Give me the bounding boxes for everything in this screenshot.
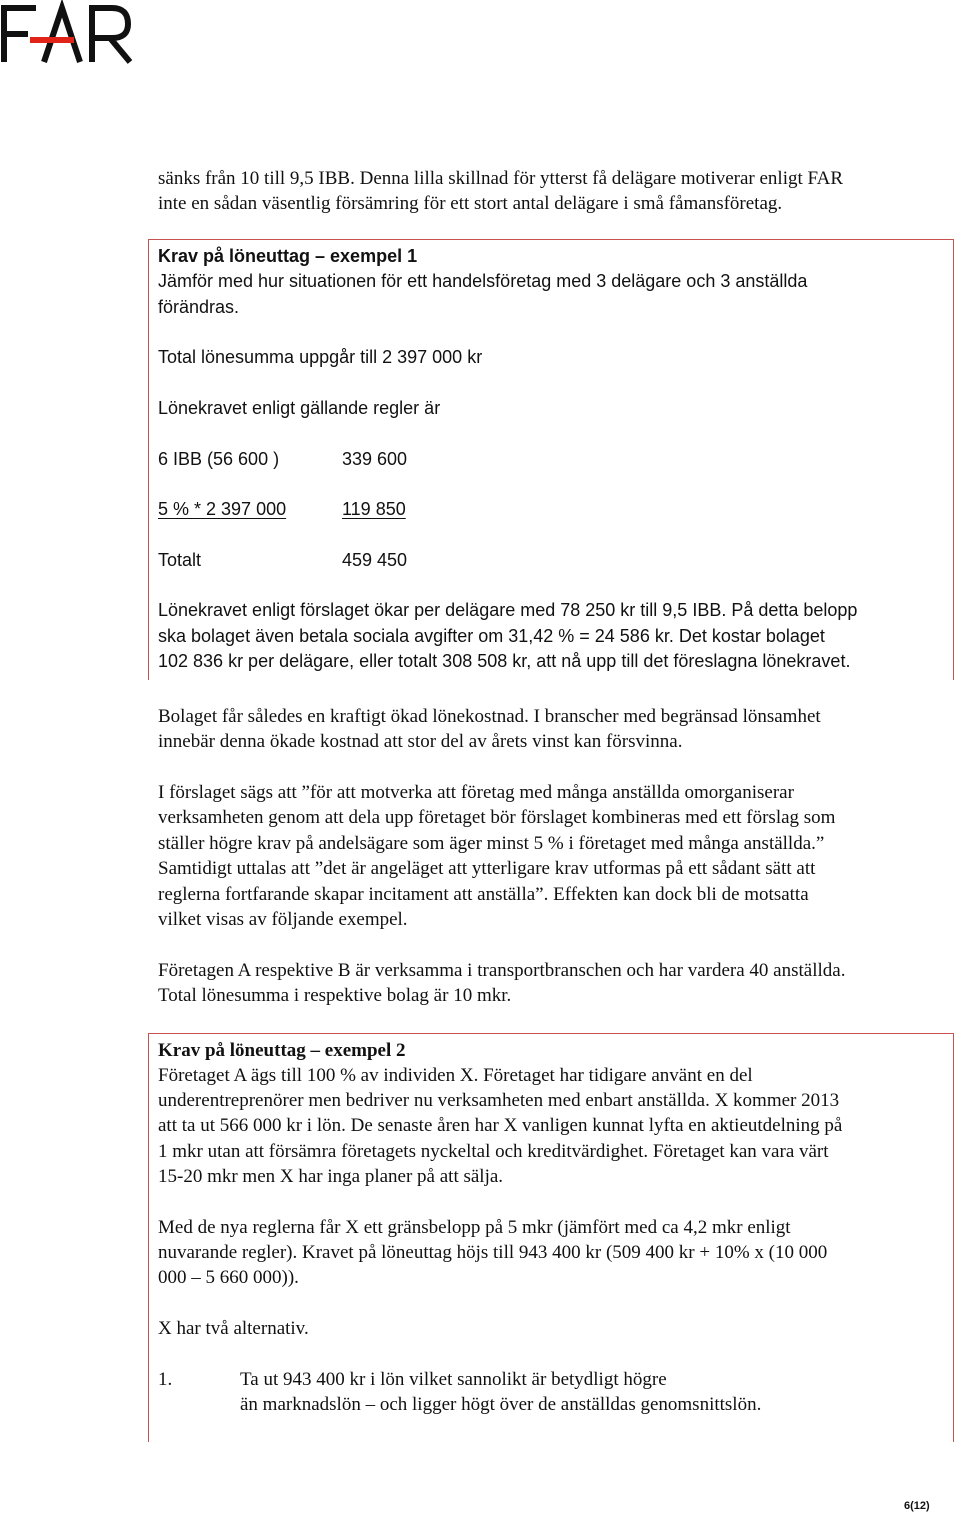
companies-line-2: Total lönesumma i respektive bolag är 10 mkr. [158, 985, 512, 1006]
intro-line-2: inte en sådan väsentlig försämring för ett stort antal delägare i små fåmansföretag. [158, 193, 783, 214]
calc-label: Totalt [158, 550, 202, 570]
example-2-intro-5: 15-20 mkr men X har inga planer på att sälja. [158, 1166, 504, 1187]
cost-line-2: innebär denna ökade kostnad att stor del av årets vinst kan försvinna. [158, 731, 683, 752]
proposal-line-6: vilket visas av följande exempel. [158, 909, 408, 930]
example-1-result-1: Lönekravet enligt förslaget ökar per delägare med 78 250 kr till 9,5 IBB. På detta belopp [158, 600, 858, 620]
new-rules-line-2: nuvarande regler). Kravet på löneuttag höjs till 943 400 kr (509 400 kr + 10% x (10 000 [158, 1242, 828, 1263]
requirement-intro: Lönekravet enligt gällande regler är [158, 398, 441, 418]
calc-label: 5 % * 2 397 000 [158, 499, 287, 519]
example-1-result-3: 102 836 kr per delägare, eller totalt 308 508 kr, att nå upp till det föreslagna lönekravet. [158, 651, 851, 671]
new-rules-line-1: Med de nya reglerna får X ett gränsbelopp på 5 mkr (jämfört med ca 4,2 mkr enligt [158, 1217, 791, 1238]
proposal-line-1: I förslaget sägs att ”för att motverka att företag med många anställda omorganiserar [158, 782, 794, 803]
intro-line-1: sänks från 10 till 9,5 IBB. Denna lilla skillnad för ytterst få delägare motiverar enligt FAR [158, 168, 844, 189]
calc-value-total: 459 450 [342, 550, 408, 570]
cost-line-1: Bolaget får således en kraftigt ökad lönekostnad. I branscher med begränsad lönsamhet [158, 706, 821, 727]
alternatives-intro: X har två alternativ. [158, 1318, 309, 1339]
example-2-intro-3: att ta ut 566 000 kr i lön. De senaste åren har X vanligen kunnat lyfta en aktieutdelning på [158, 1115, 843, 1136]
example-2-heading: Krav på löneuttag – exempel 2 [158, 1040, 406, 1061]
proposal-line-3: ställer högre krav på andelsägare som äger minst 5 % i företaget med många anställda.” [158, 833, 825, 854]
example-2-intro-2: underentreprenörer men bedriver nu verksamheten med enbart anställda. X kommer 2013 [158, 1090, 840, 1111]
calc-value-ibb: 339 600 [342, 449, 408, 469]
example-1-intro-2: förändras. [158, 297, 240, 317]
calc-row-percent [158, 497, 286, 523]
example-1-result-2: ska bolaget även betala sociala avgifter om 31,42 % = 24 586 kr. Det kostar bolaget [158, 626, 825, 646]
alternative-1-line-1: Ta ut 943 400 kr i lön vilket sannolikt är betydligt högre [240, 1369, 667, 1390]
example-2-intro-1: Företaget A ägs till 100 % av individen X. Företaget har tidigare använt en del [158, 1065, 753, 1086]
calc-value-percent: 119 850 [342, 499, 406, 519]
total-salary: Total lönesumma uppgår till 2 397 000 kr [158, 347, 483, 367]
alternative-1-number: 1. [158, 1369, 173, 1390]
proposal-line-2: verksamheten genom att dela upp företaget bör förslaget kombineras med ett förslag som [158, 807, 836, 828]
calc-row-total [158, 548, 201, 574]
example-1-intro-1: Jämför med hur situationen för ett handelsföretag med 3 delägare och 3 anställda [158, 271, 808, 291]
proposal-line-4: Samtidigt uttalas att ”det är angeläget att ytterligare krav utformas på ett sådant sätt att [158, 858, 816, 879]
alternative-1-line-2: än marknadslön – och ligger högt över de anställdas genomsnittslön. [240, 1394, 762, 1415]
calc-label: 6 IBB (56 600 ) [158, 449, 280, 469]
new-rules-line-3: 000 – 5 660 000)). [158, 1267, 299, 1288]
example-2-intro-4: 1 mkr utan att försämra företagets nyckeltal och kreditvärdighet. Företaget kan vara värt [158, 1141, 829, 1162]
calc-row-ibb [158, 447, 279, 473]
far-logo [0, 0, 134, 72]
proposal-line-5: reglerna fortfarande skapar incitament att anställa”. Effekten kan dock bli de motsatta [158, 884, 809, 905]
example-1-heading: Krav på löneuttag – exempel 1 [158, 246, 418, 266]
page-number: 6(12) [904, 1500, 930, 1512]
companies-line-1: Företagen A respektive B är verksamma i transportbranschen och har vardera 40 anställda. [158, 960, 846, 981]
